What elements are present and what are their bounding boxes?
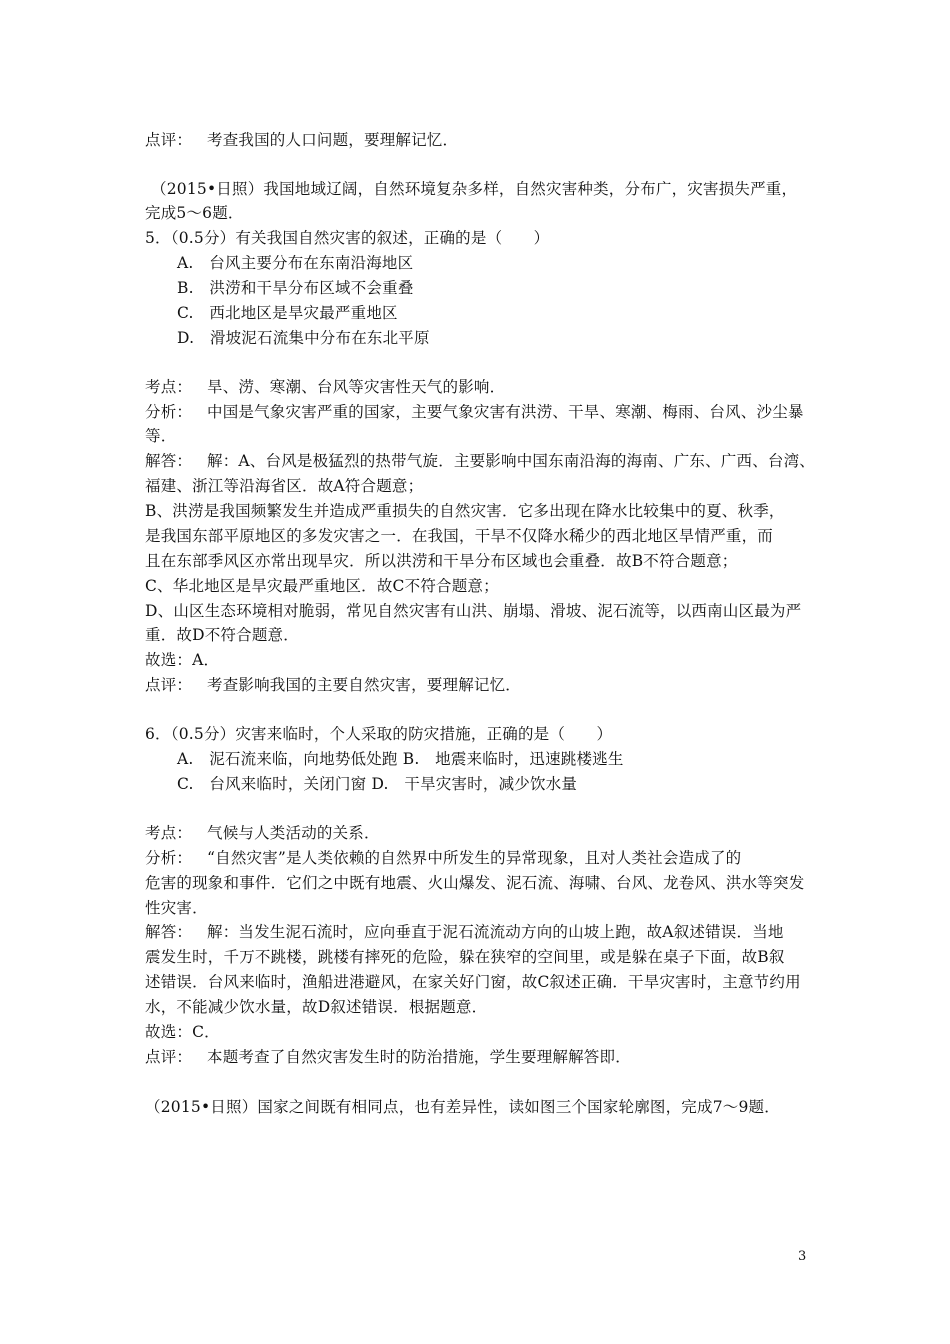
q5-answer-line4: 是我国东部平原地区的多发灾害之一．在我国，干旱不仅降水稀少的西北地区旱情严重，而 (145, 527, 774, 545)
q4-review (145, 130, 458, 150)
q6-answer (145, 922, 784, 942)
page-number: 3 (798, 1249, 807, 1264)
q5-answer (145, 451, 815, 471)
q6-review-label: 点评： (145, 1048, 193, 1066)
q6-options-row1: A. 泥石流来临，向地势低处跑 B. 地震来临时，迅速跳楼逃生 (177, 750, 624, 768)
q6-point-text: 气候与人类活动的关系． (207, 824, 380, 842)
q6-options-row2: C. 台风来临时，关闭门窗 D. 干旱灾害时，减少饮水量 (177, 775, 578, 793)
q5-answer-label: 解答： (145, 452, 193, 470)
q6-answer-line5: 故选：C． (145, 1023, 220, 1041)
q5-option-d: D. 滑坡泥石流集中分布在东北平原 (177, 329, 430, 347)
q6-answer-line2: 震发生时，千万不跳楼，跳楼有摔死的危险，躲在狭窄的空间里，或是躲在桌子下面，故B叙 (145, 948, 785, 966)
q5-analysis-line1: 中国是气象灾害严重的国家，主要气象灾害有洪涝、干旱、寒潮、梅雨、台风、沙尘暴 (207, 403, 804, 421)
q6-review-text: 本题考查了自然灾害发生时的防治措施，学生要理解解答即． (207, 1048, 631, 1066)
q5-analysis (145, 402, 804, 422)
q5-answer-line9: 故选：A． (145, 651, 220, 669)
q5-analysis-line2: 等． (145, 427, 177, 445)
q6-point-label: 考点： (145, 824, 193, 842)
q6-answer-line1: 解：当发生泥石流时，应向垂直于泥石流流动方向的山坡上跑，故A叙述错误．当地 (207, 923, 784, 941)
q5-option-b: B. 洪涝和干旱分布区域不会重叠 (177, 279, 414, 297)
q5-answer-line3: B、洪涝是我国频繁发生并造成严重损失的自然灾害．它多出现在降水比较集中的夏、秋季， (145, 502, 785, 520)
q5-point-label: 考点： (145, 378, 193, 396)
group79-intro: （2015•日照）国家之间既有相同点，也有差异性，读如图三个国家轮廓图，完成7～9题． (145, 1098, 780, 1116)
q5-option-a: A. 台风主要分布在东南沿海地区 (177, 254, 414, 272)
q5-review-label: 点评： (145, 676, 193, 694)
group56-intro-line1: （2015•日照）我国地域辽阔，自然环境复杂多样，自然灾害种类，分布广，灾害损失严重， (151, 180, 798, 198)
q5-stem: 5．（0.5分）有关我国自然灾害的叙述，正确的是（ ） (145, 229, 550, 247)
q5-point (145, 377, 505, 397)
q5-answer-line8: 重．故D不符合题意． (145, 626, 299, 644)
q6-answer-line4: 水，不能减少饮水量，故D叙述错误．根据题意． (145, 998, 488, 1016)
q5-answer-line6: C、华北地区是旱灾最严重地区．故C不符合题意； (145, 577, 499, 595)
q6-review (145, 1047, 631, 1067)
q5-answer-line1: 解：A、台风是极猛烈的热带气旋．主要影响中国东南沿海的海南、广东、广西、台湾、 (207, 452, 815, 470)
q5-answer-line5: 且在东部季风区亦常出现旱灾．所以洪涝和干旱分布区域也会重叠．故B不符合题意； (145, 552, 738, 570)
q5-review-text: 考查影响我国的主要自然灾害，要理解记忆． (207, 676, 522, 694)
q5-point-text: 旱、涝、寒潮、台风等灾害性天气的影响． (207, 378, 506, 396)
q6-analysis-label: 分析： (145, 849, 193, 867)
q5-answer-line7: D、山区生态环境相对脆弱，常见自然灾害有山洪、崩塌、滑坡、泥石流等，以西南山区最为严 (145, 602, 802, 620)
q6-stem: 6．（0.5分）灾害来临时，个人采取的防灾措施，正确的是（ ） (145, 725, 613, 743)
group56-intro-line2: 完成5～6题． (145, 204, 244, 222)
q6-analysis-line3: 性灾害． (145, 899, 208, 917)
q4-review-label: 点评： (145, 131, 193, 149)
q6-analysis-line2: 危害的现象和事件．它们之中既有地震、火山爆发、泥石流、海啸、台风、龙卷风、洪水等突发 (145, 874, 805, 892)
q6-point (145, 823, 380, 843)
q6-answer-label: 解答： (145, 923, 193, 941)
q5-option-c: C. 西北地区是旱灾最严重地区 (177, 304, 398, 322)
q6-analysis-line1: “自然灾害”是人类依赖的自然界中所发生的异常现象，且对人类社会造成了的 (207, 849, 742, 867)
q6-analysis (145, 848, 741, 868)
q5-analysis-label: 分析： (145, 403, 193, 421)
q5-review (145, 675, 521, 695)
q6-answer-line3: 述错误．台风来临时，渔船进港避风，在家关好门窗，故C叙述正确．干旱灾害时，主意节约用 (145, 973, 801, 991)
q5-answer-line2: 福建、浙江等沿海省区．故A符合题意； (145, 477, 424, 495)
q4-review-text: 考查我国的人口问题，要理解记忆． (207, 131, 459, 149)
